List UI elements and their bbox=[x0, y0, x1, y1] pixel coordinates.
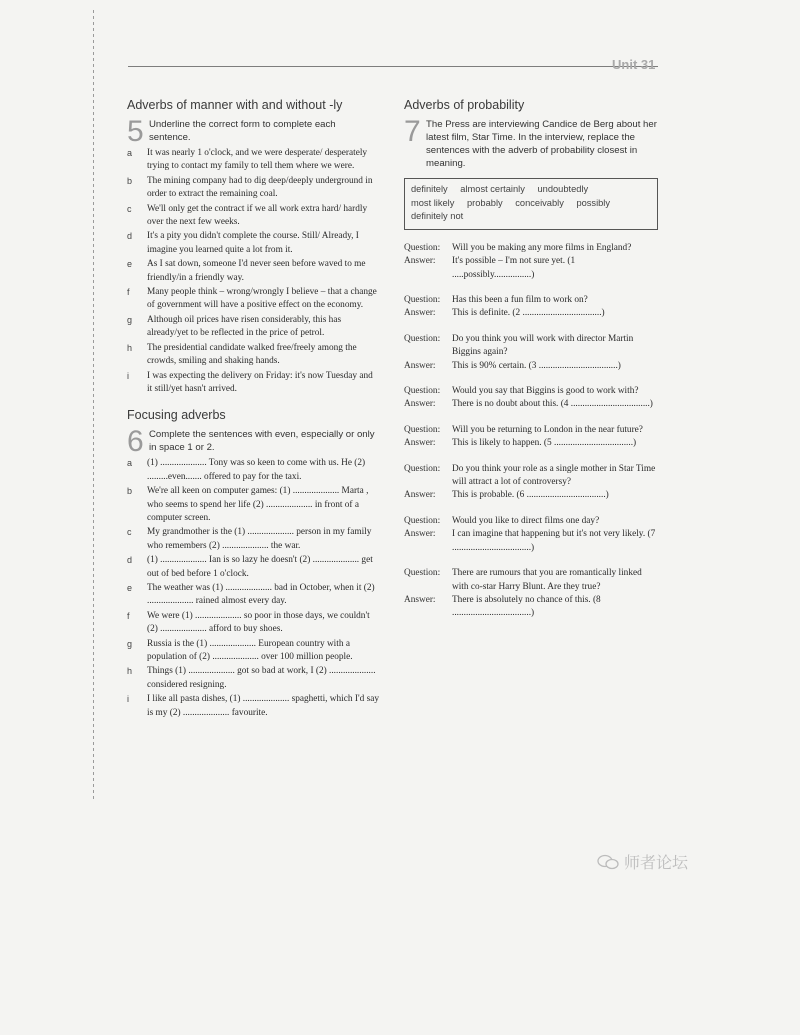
item-letter: g bbox=[127, 638, 133, 649]
item-letter: d bbox=[127, 231, 133, 242]
answer-text: This is probable. (6 ..................................) bbox=[452, 490, 609, 501]
item-text: The mining company had to dig deep/deeply underground in order to extract the remaining coal. bbox=[147, 175, 373, 200]
item-text: I was expecting the delivery on Friday: it's now Tuesday and it still/yet hasn't arrived. bbox=[147, 370, 373, 394]
item-letter: h bbox=[127, 666, 133, 677]
question-text: Would you like to direct films one day? bbox=[452, 515, 600, 526]
question-row bbox=[404, 567, 658, 594]
exercise-number: 7 bbox=[404, 115, 421, 148]
item-text: My grandmother is the (1) .................... person in my family who remembers (2) .................... the war. bbox=[147, 527, 372, 551]
exercise-item bbox=[127, 286, 379, 313]
question-row bbox=[404, 242, 658, 255]
unit-label: Unit 31 bbox=[612, 57, 656, 72]
question-row bbox=[404, 333, 658, 360]
item-letter: c bbox=[127, 527, 132, 538]
left-column bbox=[127, 98, 379, 720]
answer-text: I can imagine that happening but it's not very likely. (7 ..................................) bbox=[452, 529, 656, 553]
exercise-number: 6 bbox=[127, 425, 144, 459]
exercise-item bbox=[127, 554, 379, 581]
question-label: Question: bbox=[404, 463, 441, 474]
watermark bbox=[597, 850, 688, 873]
exercise-number: 5 bbox=[127, 115, 144, 148]
exercise-item bbox=[127, 258, 379, 285]
question-label: Question: bbox=[404, 515, 441, 526]
exercise-item bbox=[127, 370, 379, 397]
qa-pair bbox=[404, 515, 658, 555]
qa-pair bbox=[404, 294, 658, 321]
question-text: Do you think your role as a single mother in Star Time will attract a lot of controversy? bbox=[452, 463, 656, 488]
answer-row bbox=[404, 398, 658, 411]
qa-pair bbox=[404, 385, 658, 412]
word-box-item: probably bbox=[467, 197, 503, 208]
question-text: Will you be returning to London in the near future? bbox=[452, 424, 643, 435]
word-box-item: undoubtedly bbox=[537, 184, 589, 194]
exercise-item bbox=[127, 526, 379, 553]
item-letter: i bbox=[127, 370, 129, 381]
question-text: Will you be making any more films in England? bbox=[452, 242, 632, 253]
question-label: Question: bbox=[404, 333, 441, 344]
question-row bbox=[404, 515, 658, 528]
exercise-item bbox=[127, 582, 379, 609]
exercise-instruction: Underline the correct form to complete each sentence. bbox=[149, 119, 336, 143]
item-text: We'll only get the contract if we all work extra hard/ hardly over the next few weeks. bbox=[147, 203, 368, 228]
exercise-item bbox=[127, 230, 379, 257]
exercise-item bbox=[127, 693, 379, 720]
exercise-item bbox=[127, 175, 379, 202]
question-row bbox=[404, 385, 658, 398]
item-letter: c bbox=[127, 203, 132, 214]
item-text: We were (1) .................... so poor in those days, we couldn't (2) .................... afford to buy shoes. bbox=[147, 610, 370, 635]
item-letter: b bbox=[127, 486, 133, 497]
item-text: It was nearly 1 o'clock, and we were desperate/ desperately trying to contact my family to tell them where we were. bbox=[147, 148, 368, 172]
item-letter: g bbox=[127, 314, 133, 325]
exercise-item bbox=[127, 610, 379, 637]
answer-label: Answer: bbox=[404, 308, 436, 319]
answer-label: Answer: bbox=[404, 256, 436, 267]
answer-text: This is likely to happen. (5 ..................................) bbox=[452, 438, 637, 449]
answer-row bbox=[404, 307, 658, 320]
exercise-instruction: The Press are interviewing Candice de Berg about her latest film, Star Time. In the interview, replace the sentences with the adverb of probability closest in meaning. bbox=[426, 119, 657, 169]
exercise-item bbox=[127, 638, 379, 665]
scan-edge-line bbox=[93, 10, 94, 800]
word-box-item: most likely bbox=[411, 197, 455, 208]
answer-text: It's possible – I'm not sure yet. (1 .....possibly................) bbox=[452, 256, 576, 280]
item-text: Russia is the (1) .................... European country with a population of (2) .................... over 100 million people. bbox=[147, 638, 353, 662]
qa-pair bbox=[404, 567, 658, 621]
exercise-item bbox=[127, 203, 379, 230]
word-box-item: almost certainly bbox=[460, 184, 525, 194]
word-box-item: definitely bbox=[411, 184, 448, 194]
item-letter: f bbox=[127, 610, 130, 621]
qa-pair bbox=[404, 463, 658, 503]
item-letter: e bbox=[127, 259, 133, 270]
item-text: The presidential candidate walked free/freely among the crowds, smiling and shaking hands. bbox=[147, 342, 357, 367]
exercise-5-items bbox=[127, 147, 379, 396]
item-letter: e bbox=[127, 582, 133, 593]
item-text: Things (1) .................... got so bad at work, I (2) .................... considered resigning. bbox=[147, 666, 376, 690]
answer-row bbox=[404, 528, 658, 555]
item-letter: a bbox=[127, 148, 133, 158]
item-text: It's a pity you didn't complete the course. Still/ Already, I imagine you learned quite a lot from it. bbox=[147, 231, 359, 255]
adverb-word-box bbox=[404, 178, 658, 230]
answer-label: Answer: bbox=[404, 438, 436, 449]
answer-label: Answer: bbox=[404, 529, 436, 540]
item-letter: a bbox=[127, 458, 133, 469]
answer-label: Answer: bbox=[404, 360, 436, 371]
item-text: The weather was (1) .................... bad in October, when it (2) .................... rained almost every day. bbox=[147, 582, 375, 607]
answer-text: There is absolutely no chance of this. (8 ..................................) bbox=[452, 594, 601, 619]
wechat-icon bbox=[597, 854, 619, 870]
exercise-item bbox=[127, 457, 379, 484]
question-label: Question: bbox=[404, 424, 441, 435]
answer-label: Answer: bbox=[404, 399, 436, 410]
item-letter: b bbox=[127, 175, 133, 186]
qa-pair bbox=[404, 424, 658, 451]
answer-row bbox=[404, 255, 658, 282]
question-text: Would you say that Biggins is good to work with? bbox=[452, 386, 639, 397]
exercise-6-header bbox=[127, 425, 379, 459]
qa-pair bbox=[404, 333, 658, 373]
exercise-item bbox=[127, 342, 379, 369]
item-text: As I sat down, someone I'd never seen before waved to me friendly/in a friendly way. bbox=[147, 259, 366, 283]
item-text: (1) .................... Tony was so keen to come with us. He (2) .........even....... offered to pay for the taxi. bbox=[147, 458, 366, 482]
question-label: Question: bbox=[404, 242, 441, 253]
item-text: Although oil prices have risen considerably, this has already/yet to be reflected in the price of petrol. bbox=[147, 314, 342, 339]
answer-row bbox=[404, 489, 658, 502]
item-letter: h bbox=[127, 342, 133, 353]
item-text: (1) .................... Ian is so lazy he doesn't (2) .................... get out of bed before 1 o'clock. bbox=[147, 555, 373, 579]
answer-text: This is definite. (2 ..................................) bbox=[452, 308, 605, 319]
question-row bbox=[404, 424, 658, 437]
exercise-instruction: Complete the sentences with even, especially or only in space 1 or 2. bbox=[149, 429, 375, 454]
word-box-item: possibly bbox=[576, 197, 611, 208]
interview-qa-list bbox=[404, 242, 658, 621]
word-box-item: definitely not bbox=[411, 211, 464, 222]
section-title-probability: Adverbs of probability bbox=[404, 98, 525, 112]
header-rule bbox=[128, 66, 658, 67]
qa-pair bbox=[404, 242, 658, 282]
answer-row bbox=[404, 360, 658, 373]
question-text: Do you think you will work with director Martin Biggins again? bbox=[452, 333, 634, 358]
exercise-item bbox=[127, 314, 379, 341]
answer-row bbox=[404, 437, 658, 450]
answer-text: There is no doubt about this. (4 ..................................) bbox=[452, 399, 653, 410]
exercise-7-header bbox=[404, 115, 658, 170]
answer-label: Answer: bbox=[404, 594, 436, 605]
exercise-6-items bbox=[127, 457, 379, 720]
answer-text: This is 90% certain. (3 ..................................) bbox=[452, 360, 621, 371]
exercise-5-header bbox=[127, 115, 379, 148]
question-label: Question: bbox=[404, 295, 441, 305]
word-box-item: conceivably bbox=[515, 197, 564, 208]
question-row bbox=[404, 294, 658, 307]
question-label: Question: bbox=[404, 386, 441, 397]
watermark-text: 师者论坛 bbox=[624, 853, 689, 872]
question-text: Has this been a fun film to work on? bbox=[452, 295, 588, 305]
question-row bbox=[404, 463, 658, 490]
item-text: Many people think – wrong/wrongly I believe – that a change of government will have a positive effect on the economy. bbox=[147, 287, 377, 311]
item-letter: d bbox=[127, 555, 133, 566]
exercise-item bbox=[127, 665, 379, 692]
answer-row bbox=[404, 594, 658, 621]
item-text: We're all keen on computer games: (1) .................... Marta , who seems to spend her life (2) .................... in front of a computer screen. bbox=[147, 486, 369, 523]
exercise-item bbox=[127, 485, 379, 525]
item-letter: f bbox=[127, 287, 130, 298]
section-title-manner: Adverbs of manner with and without -ly bbox=[127, 98, 343, 112]
answer-label: Answer: bbox=[404, 490, 436, 501]
question-text: There are rumours that you are romantically linked with co-star Harry Blunt. Are they true? bbox=[452, 568, 642, 592]
section-title-focusing: Focusing adverbs bbox=[127, 408, 226, 423]
item-letter: i bbox=[127, 694, 129, 705]
right-column bbox=[404, 98, 658, 621]
exercise-item bbox=[127, 147, 379, 174]
item-text: I like all pasta dishes, (1) .................... spaghetti, which I'd say is my (2) .................... favourite. bbox=[147, 694, 379, 718]
question-label: Question: bbox=[404, 568, 441, 579]
